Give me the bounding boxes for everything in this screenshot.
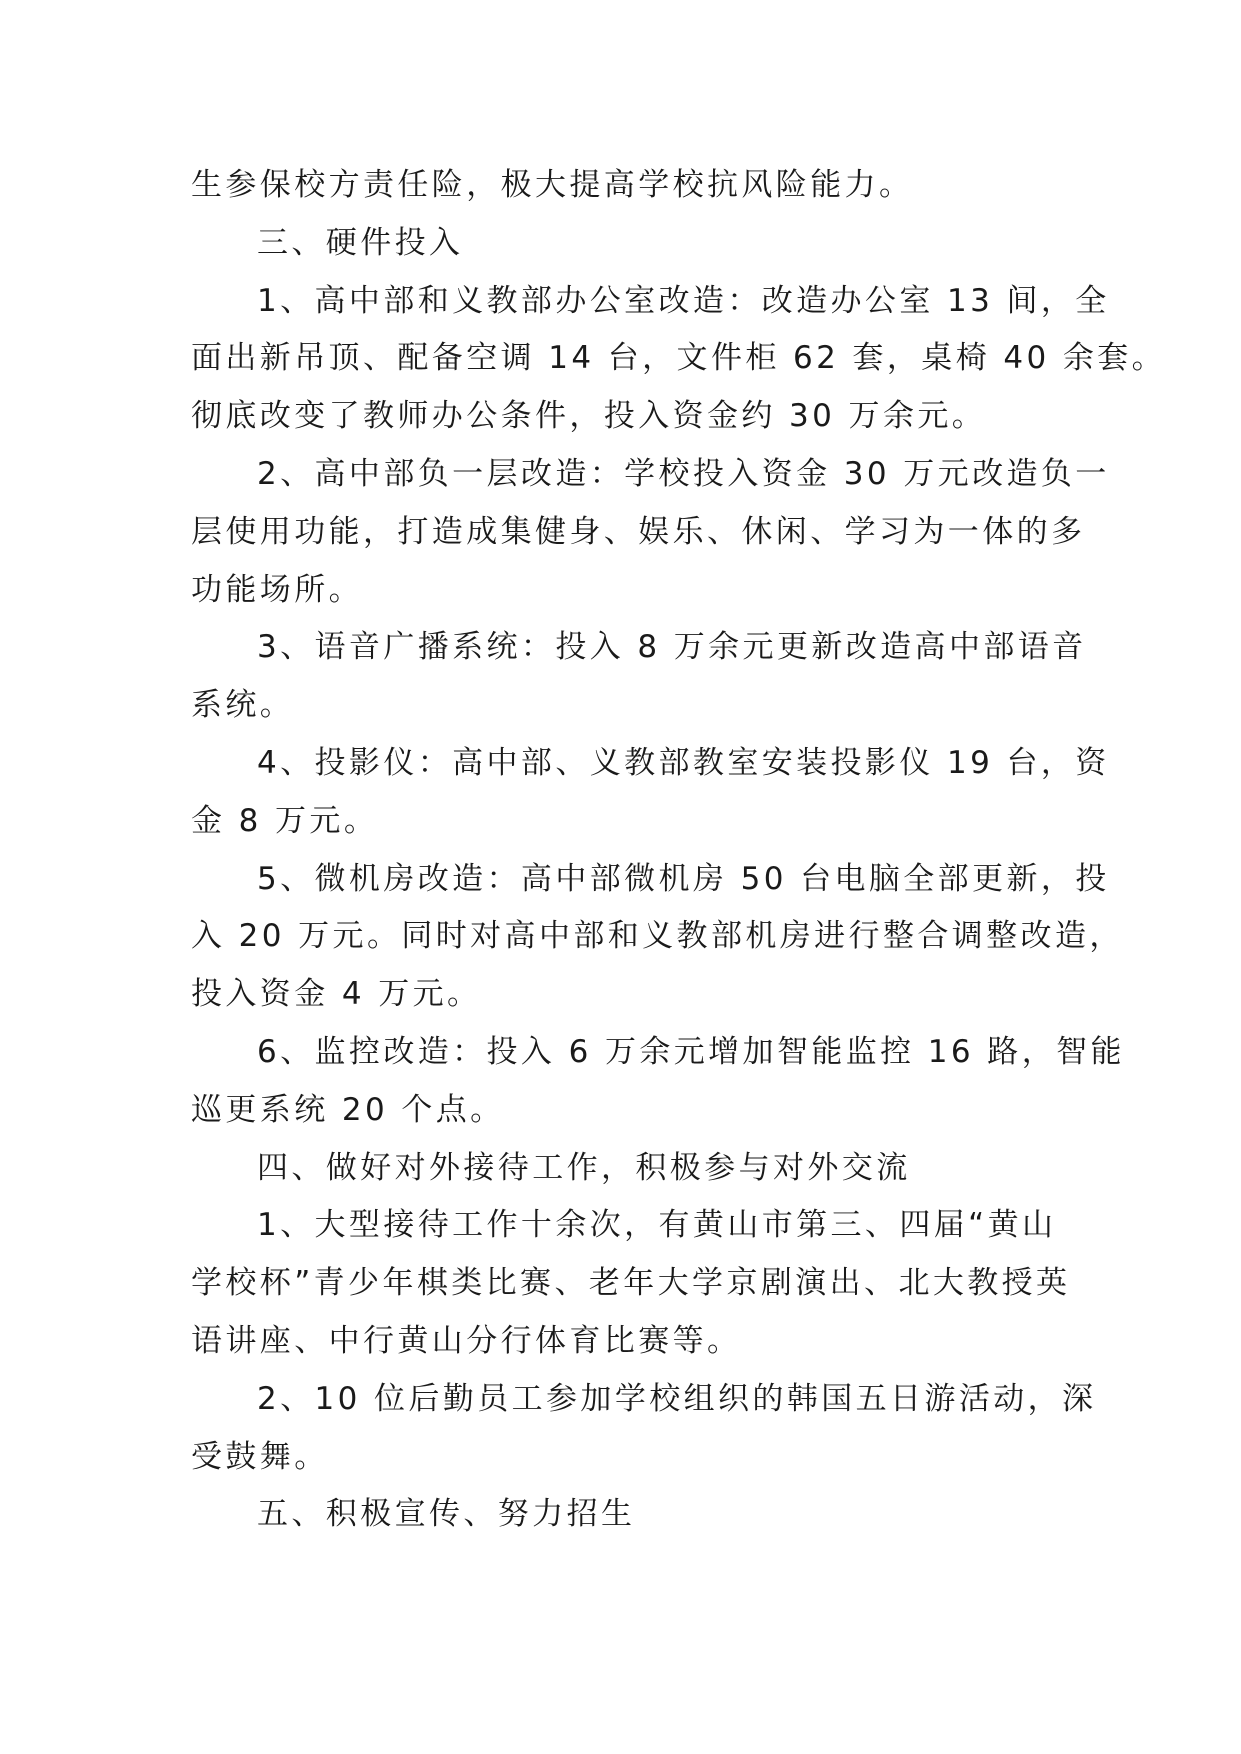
text-line: 金 8 万元。 xyxy=(191,802,379,839)
text-line: 学校杯”青少年棋类比赛、老年大学京剧演出、北大教授英 xyxy=(191,1265,1071,1302)
text-line: 面出新吊顶、配备空调 14 台，文件柜 62 套，桌椅 40 余套。 xyxy=(191,340,1167,377)
text-line: 6、监控改造：投入 6 万余元增加智能监控 16 路，智能 xyxy=(257,1033,1125,1070)
text-line: 层使用功能，打造成集健身、娱乐、休闲、学习为一体的多 xyxy=(191,513,1086,550)
text-line: 语讲座、中行黄山分行体育比赛等。 xyxy=(191,1322,742,1359)
text-line: 5、微机房改造：高中部微机房 50 台电脑全部更新，投 xyxy=(257,860,1110,897)
text-line: 投入资金 4 万元。 xyxy=(191,976,482,1013)
text-line: 生参保校方责任险，极大提高学校抗风险能力。 xyxy=(191,167,914,203)
text-line: 系统。 xyxy=(191,687,295,724)
text-line: 彻底改变了教师办公条件，投入资金约 30 万余元。 xyxy=(191,398,987,435)
text-line: 巡更系统 20 个点。 xyxy=(191,1091,505,1128)
text-line: 3、语音广播系统：投入 8 万余元更新改造高中部语音 xyxy=(257,629,1087,666)
text-line: 三、硬件投入 xyxy=(257,224,464,261)
text-line: 功能场所。 xyxy=(191,571,363,608)
text-line: 五、积极宣传、努力招生 xyxy=(257,1496,636,1533)
text-line: 2、10 位后勤员工参加学校组织的韩国五日游活动，深 xyxy=(257,1380,1097,1417)
text-line: 2、高中部负一层改造：学校投入资金 30 万元改造负一 xyxy=(257,455,1110,492)
text-line: 1、大型接待工作十余次，有黄山市第三、四届“黄山 xyxy=(257,1207,1057,1244)
text-line: 1、高中部和义教部办公室改造：改造办公室 13 间，全 xyxy=(257,282,1110,319)
text-line: 受鼓舞。 xyxy=(191,1438,329,1475)
text-line: 入 20 万元。同时对高中部和义教部机房进行整合调整改造， xyxy=(191,918,1124,955)
text-line: 四、做好对外接待工作，积极参与对外交流 xyxy=(257,1149,911,1186)
text-line: 4、投影仪：高中部、义教部教室安装投影仪 19 台，资 xyxy=(257,744,1110,781)
document-body xyxy=(191,157,1167,1544)
